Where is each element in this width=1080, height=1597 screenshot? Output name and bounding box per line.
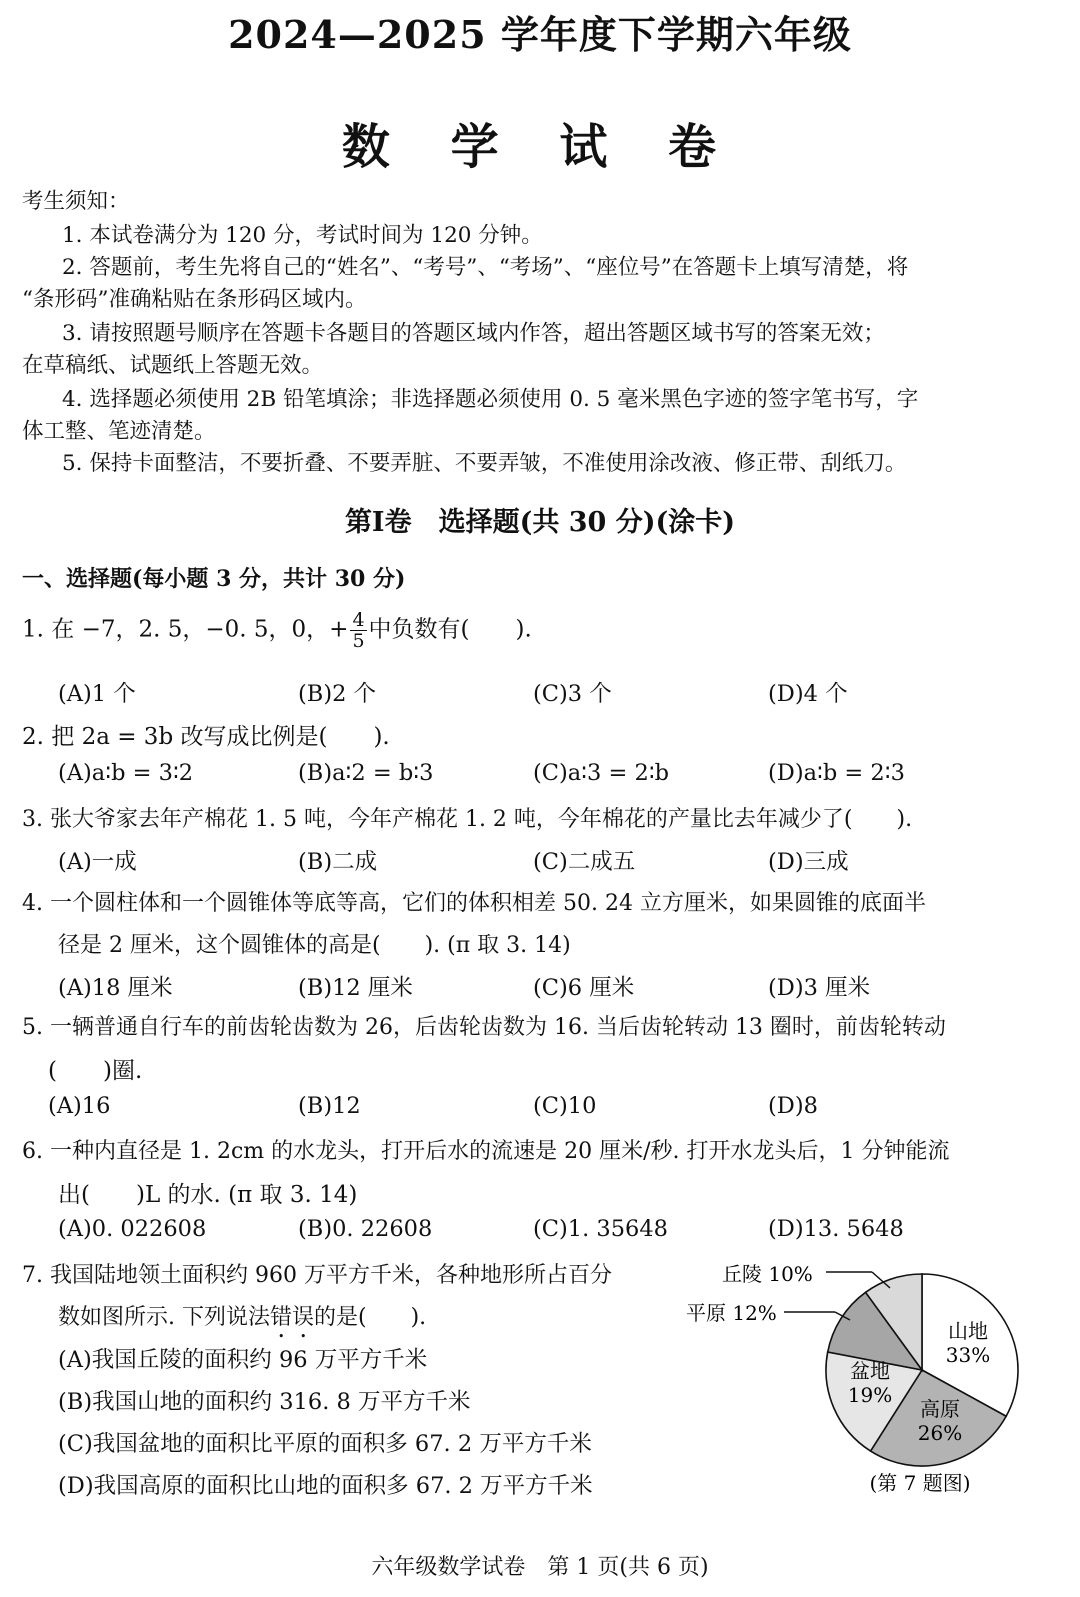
question-7-line-2-post: 的是( ). <box>314 1305 427 1330</box>
q6-option-c: (C)1. 35648 <box>533 1216 668 1242</box>
question-1-pre: 1. 在 −7，2. 5，−0. 5，0，+ <box>22 616 349 643</box>
q3-option-a: (A)一成 <box>58 849 137 875</box>
notice-line-3: 3. 请按照题号顺序在答题卡各题目的答题区域内作答，超出答题区域书写的答案无效； <box>62 321 885 346</box>
slice-label-plateau-value: 26% <box>917 1421 963 1445</box>
fraction <box>350 610 366 651</box>
slice-label-mountain-value: 33% <box>945 1343 991 1367</box>
figure-caption: (第 7 题图) <box>869 1471 971 1495</box>
q1-option-a: (A)1 个 <box>58 681 136 707</box>
q6-option-b: (B)0. 22608 <box>298 1216 433 1242</box>
plains-label: 平原 12% <box>686 1301 777 1325</box>
q1-option-c: (C)3 个 <box>533 681 612 707</box>
notice-line-2b: “条形码”准确粘贴在条形码区域内。 <box>22 287 367 312</box>
q7-option-b: (B)我国山地的面积约 316. 8 万平方千米 <box>58 1389 471 1415</box>
question-2: 2. 把 2a = 3b 改写成比例是( ). <box>22 724 390 750</box>
question-6-line-1: 6. 一种内直径是 1. 2cm 的水龙头，打开后水的流速是 20 厘米/秒. 打开水龙头后，1 分钟能流 <box>22 1139 950 1164</box>
notice-heading: 考生须知： <box>22 189 130 214</box>
exam-year-title: 2024—2025 学年度下学期六年级 <box>228 12 852 57</box>
notice-line-5: 5. 保持卡面整洁，不要折叠、不要弄脏、不要弄皱，不准使用涂改液、修正带、刮纸刀。 <box>62 451 907 476</box>
q6-option-d: (D)13. 5648 <box>768 1216 904 1242</box>
q4-option-c: (C)6 厘米 <box>533 975 635 1001</box>
q2-option-c: (C)a∶3 = 2∶b <box>533 760 670 786</box>
q5-option-a: (A)16 <box>48 1093 111 1119</box>
emphasized-word: 错误 <box>270 1305 315 1330</box>
q4-option-a: (A)18 厘米 <box>58 975 173 1001</box>
question-6-line-2: 出( )L 的水. (π 取 3. 14) <box>58 1182 358 1208</box>
q2-option-a: (A)a∶b = 3∶2 <box>58 760 194 786</box>
q2-option-b: (B)a∶2 = b∶3 <box>298 760 434 786</box>
q3-option-c: (C)二成五 <box>533 849 636 875</box>
q7-option-d: (D)我国高原的面积比山地的面积多 67. 2 万平方千米 <box>58 1473 593 1499</box>
slice-label-plateau-name: 高原 <box>920 1397 960 1421</box>
q6-option-a: (A)0. 022608 <box>58 1216 207 1242</box>
q1-option-b: (B)2 个 <box>298 681 377 707</box>
q5-option-d: (D)8 <box>768 1093 818 1119</box>
q7-option-c: (C)我国盆地的面积比平原的面积多 67. 2 万平方千米 <box>58 1431 592 1457</box>
q3-option-b: (B)二成 <box>298 849 378 875</box>
part-title: 一、选择题(每小题 3 分，共计 30 分) <box>22 566 406 592</box>
notice-line-4: 4. 选择题必须使用 2B 铅笔填涂；非选择题必须使用 0. 5 毫米黑色字迹的签字笔书写，字 <box>62 387 919 412</box>
q1-option-d: (D)4 个 <box>768 681 848 707</box>
question-1 <box>22 610 532 651</box>
question-4-line-1: 4. 一个圆柱体和一个圆锥体等底等高，它们的体积相差 50. 24 立方厘米，如果圆锥的底面半 <box>22 891 926 916</box>
q5-option-b: (B)12 <box>298 1093 361 1119</box>
question-5-line-1: 5. 一辆普通自行车的前齿轮齿数为 26，后齿轮齿数为 16. 当后齿轮转动 13 圈时，前齿轮转动 <box>22 1015 946 1040</box>
question-7-line-2 <box>58 1300 426 1343</box>
fraction-denominator: 5 <box>352 630 365 652</box>
q7-option-a: (A)我国丘陵的面积约 96 万平方千米 <box>58 1347 428 1373</box>
notice-line-4b: 体工整、笔迹清楚。 <box>22 419 216 444</box>
terrain-pie-chart <box>660 1248 1060 1538</box>
slice-label-basin-name: 盆地 <box>850 1359 890 1383</box>
hills-label: 丘陵 10% <box>722 1262 813 1286</box>
exam-subject-title: 数 学 试 卷 <box>341 119 739 175</box>
question-7-line-2-pre: 数如图所示. 下列说法 <box>58 1305 270 1330</box>
question-5-line-2: ( )圈. <box>48 1058 143 1084</box>
slice-label-basin-value: 19% <box>847 1383 893 1407</box>
notice-line-3b: 在草稿纸、试题纸上答题无效。 <box>22 353 324 378</box>
section-title: 第Ⅰ卷 选择题(共 30 分)(涂卡) <box>344 507 736 538</box>
fraction-numerator: 4 <box>352 609 365 631</box>
q2-option-d: (D)a∶b = 2∶3 <box>768 760 905 786</box>
page-footer: 六年级数学试卷 第 1 页(共 6 页) <box>371 1555 709 1580</box>
question-4-line-2: 径是 2 厘米，这个圆锥体的高是( ). (π 取 3. 14) <box>58 933 571 958</box>
question-7-line-1: 7. 我国陆地领土面积约 960 万平方千米，各种地形所占百分 <box>22 1263 612 1288</box>
question-3: 3. 张大爷家去年产棉花 1. 5 吨，今年产棉花 1. 2 吨，今年棉花的产量比去年减少了( ). <box>22 807 913 832</box>
q3-option-d: (D)三成 <box>768 849 849 875</box>
notice-line-2: 2. 答题前，考生先将自己的“姓名”、“考号”、“考场”、“座位号”在答题卡上填写清楚，将 <box>62 255 909 280</box>
q5-option-c: (C)10 <box>533 1093 597 1119</box>
q4-option-d: (D)3 厘米 <box>768 975 871 1001</box>
question-1-post: 中负数有( ). <box>368 616 532 643</box>
notice-line-1: 1. 本试卷满分为 120 分，考试时间为 120 分钟。 <box>62 223 543 248</box>
slice-label-mountain-name: 山地 <box>948 1319 988 1343</box>
q4-option-b: (B)12 厘米 <box>298 975 413 1001</box>
